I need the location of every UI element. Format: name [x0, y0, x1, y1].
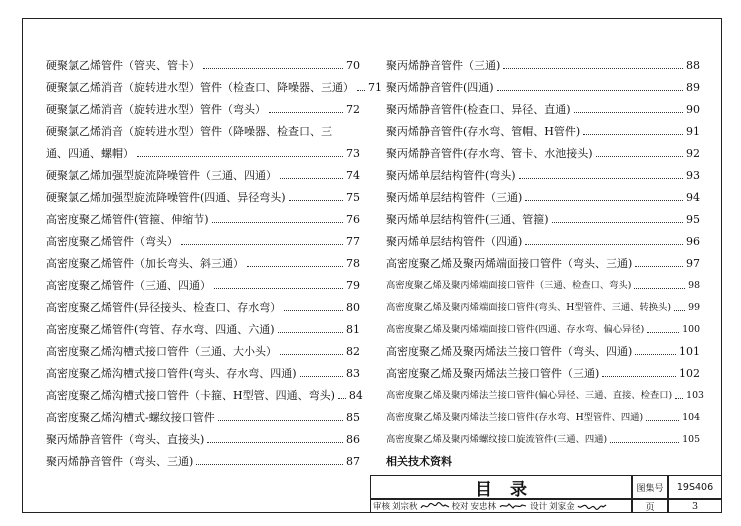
toc-entry — [46, 446, 360, 468]
toc-entry-title: 高密度聚乙烯及聚丙烯法兰接口管件（弯头、四通) — [386, 345, 633, 358]
toc-entry-page: 81 — [346, 323, 360, 336]
toc-entry — [386, 292, 700, 314]
toc-entry — [386, 380, 704, 402]
toc-entry-page: 74 — [346, 169, 360, 182]
toc-entry-page: 73 — [346, 147, 360, 160]
toc-entry — [46, 94, 360, 116]
toc-entry — [386, 138, 700, 160]
toc-entry-title: 高密度聚乙烯及聚丙烯螺纹接口旋流管件(三通、四通) — [386, 434, 608, 445]
toc-entry-title: 高密度聚乙烯沟槽式接口管件（卡箍、H型管、四通、弯头) — [46, 389, 335, 402]
designer-signature-icon — [577, 501, 607, 511]
toc-entry — [46, 116, 360, 138]
toc-entry-title: 高密度聚乙烯及聚丙烯端面接口管件（三通、检查口、弯头) — [386, 280, 632, 291]
toc-entry-page: 80 — [346, 301, 360, 314]
toc-entry-page: 102 — [679, 367, 700, 380]
toc-entry-page: 72 — [346, 103, 360, 116]
toc-entry-page: 70 — [346, 59, 360, 72]
toc-dot-leader — [212, 222, 343, 223]
toc-dot-leader — [635, 354, 676, 355]
toc-entry — [46, 380, 363, 402]
toc-entry-title: 硬聚氯乙烯消音（旋转进水型）管件（降噪器、检查口、三 — [46, 125, 332, 138]
toc-dot-leader — [647, 332, 679, 333]
toc-entry — [386, 182, 700, 204]
toc-entry-page: 90 — [686, 103, 700, 116]
toc-entry-page: 99 — [688, 302, 700, 313]
toc-entry-title: 聚丙烯静音管件(存水弯、管帽、H管件) — [386, 125, 581, 138]
toc-entry-title: 硬聚氯乙烯消音（旋转进水型）管件（检查口、降噪器、三通） — [46, 81, 354, 94]
toc-entry — [46, 424, 360, 446]
toc-entry-page: 77 — [346, 235, 360, 248]
toc-dot-leader — [525, 244, 683, 245]
toc-dot-leader — [596, 156, 683, 157]
toc-entry-title: 高密度聚乙烯沟槽式-螺纹接口管件 — [46, 411, 215, 424]
toc-entry-title: 高密度聚乙烯管件(管箍、伸缩节) — [46, 213, 209, 226]
toc-entry-title: 高密度聚乙烯沟槽式接口管件(弯头、存水弯、四通) — [46, 367, 297, 380]
toc-dot-leader — [269, 112, 343, 113]
toc-entry-page: 95 — [686, 213, 700, 226]
toc-dot-leader — [338, 398, 346, 399]
toc-entry — [46, 402, 360, 424]
toc-dot-leader — [280, 354, 343, 355]
toc-entry-title: 聚丙烯静音管件(检查口、异径、直通) — [386, 103, 571, 116]
toc-entry-page: 87 — [346, 455, 360, 468]
toc-entry — [46, 72, 382, 94]
toc-entry — [46, 182, 360, 204]
toc-entry-page: 98 — [688, 280, 700, 291]
toc-entry-title: 聚丙烯单层结构管件(弯头) — [386, 169, 516, 182]
toc-entry-page: 93 — [686, 169, 700, 182]
toc-entry — [46, 292, 360, 314]
toc-entry-title: 硬聚氯乙烯加强型旋流降噪管件（三通、四通） — [46, 169, 277, 182]
toc-entry — [46, 314, 360, 336]
toc-entry — [386, 204, 700, 226]
toc-dot-leader — [519, 178, 683, 179]
sheet-title: 目录 — [370, 475, 632, 499]
checker-signature-icon — [498, 501, 528, 511]
toc-dot-leader — [300, 376, 343, 377]
toc-entry-title: 相关技术资料 — [386, 455, 452, 468]
toc-entry — [46, 270, 360, 292]
toc-section-heading — [386, 446, 700, 468]
toc-entry — [386, 358, 700, 380]
toc-entry-title: 聚丙烯静音管件（三通) — [386, 59, 501, 72]
toc-dot-leader — [610, 442, 679, 443]
toc-entry — [386, 314, 700, 336]
toc-entry-page: 97 — [686, 257, 700, 270]
toc-dot-leader — [280, 178, 343, 179]
reviewer-signature-icon — [420, 501, 450, 511]
toc-entry — [46, 138, 360, 160]
toc-entry-title: 聚丙烯单层结构管件（三通) — [386, 191, 523, 204]
toc-entry-page: 92 — [686, 147, 700, 160]
toc-dot-leader — [646, 420, 679, 421]
toc-entry-title: 通、四通、螺帽） — [46, 147, 134, 160]
toc-dot-leader — [207, 442, 343, 443]
designer-name: 刘家金 — [549, 502, 575, 512]
review-label: 审核 — [373, 502, 391, 512]
toc-dot-leader — [602, 376, 676, 377]
toc-entry-page: 105 — [682, 434, 700, 445]
toc-entry-title: 高密度聚乙烯及聚丙烯端面接口管件(弯头、H型管件、三通、转换头) — [386, 302, 671, 313]
toc-dot-leader — [214, 288, 343, 289]
toc-entry — [386, 50, 700, 72]
toc-entry-title: 高密度聚乙烯及聚丙烯法兰接口管件(偏心异径、三通、直接、检查口) — [386, 390, 673, 401]
title-block — [370, 475, 722, 513]
toc-dot-leader — [278, 332, 343, 333]
toc-entry — [386, 226, 700, 248]
toc-entry-title: 硬聚氯乙烯加强型旋流降噪管件(四通、异径弯头) — [46, 191, 286, 204]
toc-entry-title: 聚丙烯静音管件(四通) — [386, 81, 494, 94]
page-label: 页 — [632, 499, 668, 513]
toc-entry — [386, 270, 700, 292]
toc-entry-title: 聚丙烯单层结构管件(三通、管箍) — [386, 213, 549, 226]
toc-dot-leader — [137, 156, 343, 157]
toc-entry-page: 76 — [346, 213, 360, 226]
toc-entry-title: 高密度聚乙烯及聚丙烯端面接口管件（弯头、三通) — [386, 257, 633, 270]
toc-dot-leader — [674, 310, 685, 311]
toc-entry-page: 101 — [679, 345, 700, 358]
check-label: 校对 — [451, 502, 469, 512]
toc-dot-leader — [497, 90, 683, 91]
toc-dot-leader — [634, 288, 685, 289]
toc-entry-title: 高密度聚乙烯管件(异径接头、检查口、存水弯） — [46, 301, 282, 314]
toc-dot-leader — [675, 398, 683, 399]
toc-dot-leader — [503, 68, 683, 69]
toc-entry — [46, 358, 360, 380]
toc-entry — [46, 248, 360, 270]
toc-entry-title: 聚丙烯静音管件（弯头、直接头) — [46, 433, 205, 446]
toc-dot-leader — [218, 420, 343, 421]
toc-dot-leader — [203, 68, 343, 69]
page-number: 3 — [668, 499, 722, 513]
toc-entry — [46, 50, 360, 72]
atlas-number-label: 图集号 — [632, 475, 668, 499]
toc-dot-leader — [583, 134, 683, 135]
toc-entry-page: 104 — [682, 412, 700, 423]
design-label: 设计 — [530, 502, 548, 512]
toc-entry-page: 83 — [346, 367, 360, 380]
toc-entry — [386, 116, 700, 138]
toc-entry-page: 75 — [346, 191, 360, 204]
toc-entry-title: 聚丙烯静音管件（弯头、三通) — [46, 455, 194, 468]
toc-dot-leader — [289, 200, 343, 201]
toc-dot-leader — [635, 266, 683, 267]
toc-entry-title: 聚丙烯单层结构管件（四通) — [386, 235, 523, 248]
toc-dot-leader — [181, 244, 343, 245]
toc-entry-title: 高密度聚乙烯及聚丙烯法兰接口管件（三通) — [386, 367, 600, 380]
toc-entry-page: 100 — [682, 324, 700, 335]
toc-entry — [46, 226, 360, 248]
toc-entry-page: 84 — [348, 389, 363, 402]
toc-entry — [386, 94, 700, 116]
toc-entry-page: 82 — [346, 345, 360, 358]
signature-row — [370, 499, 632, 513]
toc-entry-title: 高密度聚乙烯管件（三通、四通） — [46, 279, 211, 292]
toc-entry — [386, 72, 700, 94]
toc-dot-leader — [247, 266, 343, 267]
toc-dot-leader — [552, 222, 683, 223]
toc-entry-title: 高密度聚乙烯管件（弯头） — [46, 235, 178, 248]
toc-entry — [386, 248, 700, 270]
toc-entry-title: 高密度聚乙烯及聚丙烯端面接口管件(四通、存水弯、偏心异径) — [386, 324, 645, 335]
toc-entry-page: 91 — [686, 125, 700, 138]
toc-entry-page: 86 — [346, 433, 360, 446]
toc-entry — [386, 336, 700, 358]
toc-dot-leader — [357, 90, 365, 91]
toc-entry-page: 71 — [368, 81, 382, 94]
toc-entry — [386, 160, 700, 182]
toc-entry-title: 高密度聚乙烯及聚丙烯法兰接口管件(存水弯、H型管件、四通) — [386, 412, 644, 423]
toc-entry-title: 高密度聚乙烯沟槽式接口管件（三通、大小头） — [46, 345, 277, 358]
toc-dot-leader — [196, 464, 343, 465]
toc-entry — [46, 160, 360, 182]
toc-entry-page: 79 — [346, 279, 360, 292]
toc-dot-leader — [284, 310, 343, 311]
toc-entry-page: 94 — [686, 191, 700, 204]
toc-entry — [386, 424, 700, 446]
toc-entry-page: 85 — [346, 411, 360, 424]
reviewer-name: 刘宗秋 — [392, 502, 418, 512]
toc-entry-page: 88 — [686, 59, 700, 72]
toc-entry — [386, 402, 700, 424]
toc-entry-title: 高密度聚乙烯管件（加长弯头、斜三通） — [46, 257, 244, 270]
toc-entry-title: 高密度聚乙烯管件(弯管、存水弯、四通、六通) — [46, 323, 275, 336]
toc-entry — [46, 204, 360, 226]
toc-entry-page: 78 — [346, 257, 360, 270]
checker-name: 安忠林 — [470, 502, 497, 512]
atlas-number: 19S406 — [668, 475, 722, 499]
toc-dot-leader — [574, 112, 683, 113]
toc-entry — [46, 336, 360, 358]
toc-entry-page: 103 — [686, 390, 704, 401]
toc-entry-title: 聚丙烯静音管件(存水弯、管卡、水池接头) — [386, 147, 593, 160]
toc-entry-page: 96 — [686, 235, 700, 248]
toc-entry-title: 硬聚氯乙烯管件（管夹、管卡） — [46, 59, 200, 72]
toc-dot-leader — [525, 200, 683, 201]
toc-entry-title: 硬聚氯乙烯消音（旋转进水型）管件（弯头） — [46, 103, 266, 116]
toc-entry-page: 89 — [686, 81, 700, 94]
